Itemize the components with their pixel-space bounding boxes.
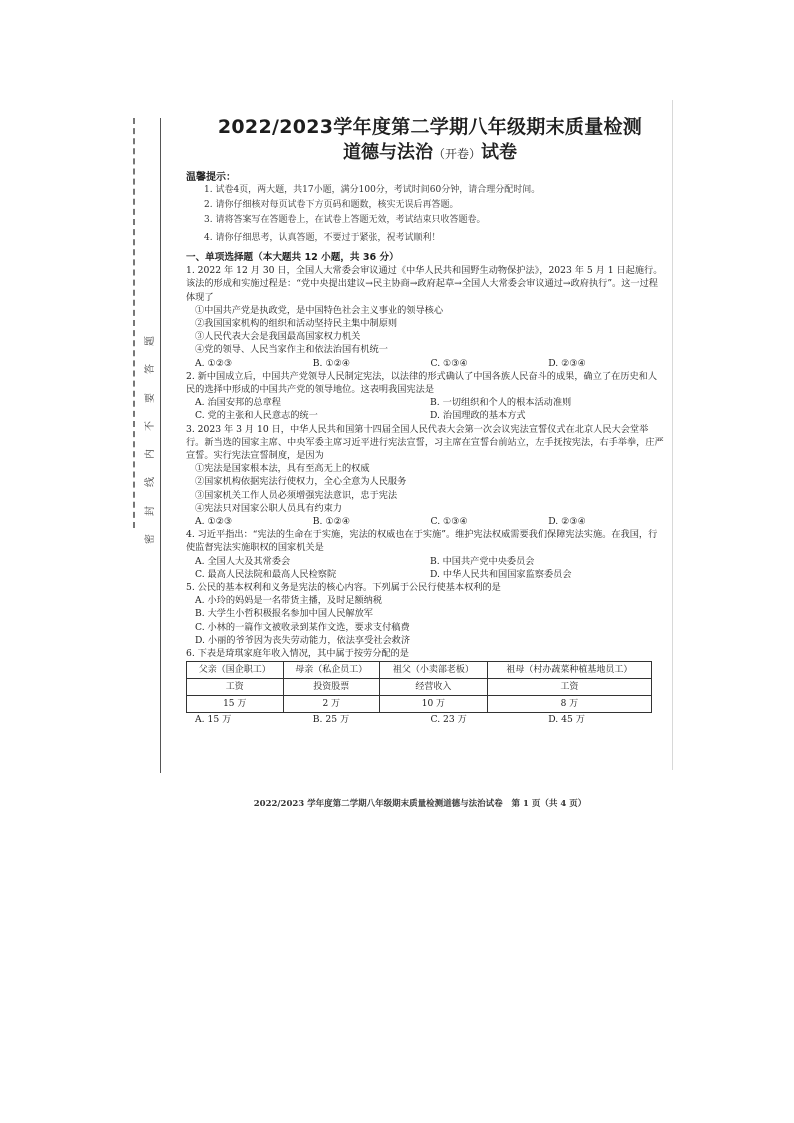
table-header: 母亲（私企员工） bbox=[283, 662, 380, 679]
option-d: D. 小丽的爷爷因为丧失劳动能力，依法享受社会救济 bbox=[195, 634, 411, 646]
binding-char: 答 bbox=[145, 364, 156, 375]
option-a: A. 15 万 bbox=[195, 714, 232, 726]
option-c: C. 最高人民法院和最高人民检察院 bbox=[195, 568, 337, 580]
question-stem: 6. 下表是琦琪家庭年收入情况，其中属于按劳分配的是 bbox=[186, 648, 409, 660]
table-header: 祖母（村办蔬菜种植基地员工） bbox=[487, 662, 651, 679]
option-c: C. 党的主张和人民意志的统一 bbox=[195, 410, 318, 422]
notice-item: 1. 试卷4页，两大题，共17小题，满分100分，考试时间60分钟，请合理分配时间。 bbox=[204, 185, 541, 195]
binding-margin-text bbox=[144, 335, 158, 545]
table-cell: 15 万 bbox=[187, 696, 284, 713]
binding-char: 不 bbox=[145, 420, 156, 431]
section-heading: 一、单项选择题（本大题共 12 小题，共 36 分） bbox=[186, 252, 399, 263]
question-stem: 2. 新中国成立后，中国共产党领导人民制定宪法，以法律的形式确认了中国各族人民奋斗的成果，确立了在历史和人民的选择中形成的中国共产党的领导地位。这表明我国宪法是 bbox=[186, 370, 658, 396]
binding-char: 密 bbox=[145, 533, 156, 544]
answer-options bbox=[186, 713, 666, 726]
footer-title: 2022/2023 学年度第二学期八年级期末质量检测道德与法治试卷 bbox=[253, 799, 503, 809]
notice-item: 3. 请将答案写在答题卷上，在试卷上答题无效，考试结束只收答题卷。 bbox=[204, 215, 486, 225]
table-cell: 经营收入 bbox=[380, 679, 488, 696]
table-cell: 10 万 bbox=[380, 696, 488, 713]
question-stem: 4. 习近平指出：“宪法的生命在于实施，宪法的权威也在于实施”。维护宪法权威需要我们保障宪法实施。在我国，行使监督宪法实施职权的国家机关是 bbox=[186, 529, 658, 554]
answer-options bbox=[186, 357, 666, 370]
question-stem: 3. 2023 年 3 月 10 日，中华人民共和国第十四届全国人民代表大会第一次会议宪法宣誓仪式在北京人民大会堂举行。新当选的国家主席、中央军委主席习近平进行宪法宣誓，习主席在宣誓台前站立，左手抚按宪法，右手举拳，庄严宣誓。实行宪法宣誓制度，是因为 bbox=[186, 423, 664, 462]
subtitle-end: 试卷 bbox=[481, 142, 517, 163]
statement: ②国家机构依据宪法行使权力，全心全意为人民服务 bbox=[195, 476, 407, 488]
option-a: A. 全国人大及其常委会 bbox=[195, 555, 291, 567]
statement: ③人民代表大会是我国最高国家权力机关 bbox=[195, 331, 361, 343]
notice-item: 2. 请你仔细核对每页试卷下方页码和题数，核实无误后再答题。 bbox=[204, 200, 459, 210]
table-row bbox=[187, 679, 652, 696]
binding-char: 要 bbox=[145, 392, 156, 403]
notice-heading: 温馨提示： bbox=[186, 172, 236, 183]
table-cell: 2 万 bbox=[283, 696, 380, 713]
question-stem: 1. 2022 年 12 月 30 日，全国人大常委会审议通过《中华人民共和国野生动物保护法》，2023 年 5 月 1 日起施行。该法的形成和实施过程是：“党中央提出建议→民主协商→政府起草→全国人大常委会审议通过→政府执行”。这一过程体现了 bbox=[186, 265, 663, 303]
option-b: B. 大学生小哲积极报名参加中国人民解放军 bbox=[195, 608, 373, 620]
option-b: B. 一切组织和个人的根本活动准则 bbox=[430, 397, 572, 409]
statement: ④宪法只对国家公职人员具有约束力 bbox=[195, 502, 342, 514]
table-header: 父亲（国企职工） bbox=[187, 662, 284, 679]
option-b: B. ①②④ bbox=[312, 357, 351, 369]
binding-solid-line bbox=[160, 118, 161, 773]
exam-type: （开卷） bbox=[432, 147, 481, 161]
question-6 bbox=[186, 647, 666, 726]
exam-subtitle bbox=[180, 138, 680, 164]
table-header: 祖父（小卖部老板） bbox=[380, 662, 488, 679]
option-c: C. 小林的一篇作文被收录到某作文选，要求支付稿费 bbox=[195, 621, 410, 633]
page-footer bbox=[180, 797, 660, 809]
answer-options bbox=[186, 555, 666, 581]
table-header-row bbox=[187, 662, 652, 679]
statement: ①中国共产党是执政党，是中国特色社会主义事业的领导核心 bbox=[195, 304, 444, 316]
notice-item: 4. 请你仔细思考，认真答题，不要过于紧张，祝考试顺利！ bbox=[204, 233, 441, 243]
option-c: C. ①③④ bbox=[430, 516, 468, 528]
option-c: C. ①③④ bbox=[430, 357, 468, 369]
option-c: C. 23 万 bbox=[430, 714, 467, 726]
exam-title: 2022/2023学年度第二学期八年级期末质量检测 bbox=[217, 116, 643, 138]
option-a: A. ①②③ bbox=[195, 516, 233, 528]
option-d: D. ②③④ bbox=[548, 516, 586, 528]
subject-name: 道德与法治 bbox=[342, 142, 433, 163]
option-a: A. 治国安邦的总章程 bbox=[195, 397, 281, 409]
option-d: D. 45 万 bbox=[548, 714, 585, 726]
table-row bbox=[187, 696, 652, 713]
question-4 bbox=[186, 528, 666, 581]
statement: ①宪法是国家根本法，具有至高无上的权威 bbox=[195, 463, 370, 475]
option-b: B. ①②④ bbox=[312, 516, 351, 528]
option-a: A. 小玲的妈妈是一名带货主播，及时足额纳税 bbox=[195, 595, 383, 607]
option-a: A. ①②③ bbox=[195, 357, 233, 369]
question-1 bbox=[186, 264, 666, 370]
option-b: B. 中国共产党中央委员会 bbox=[430, 555, 535, 567]
income-table bbox=[186, 661, 652, 713]
binding-dashed-line bbox=[133, 118, 135, 528]
table-cell: 8 万 bbox=[487, 696, 651, 713]
page-right-edge bbox=[672, 100, 673, 770]
binding-char: 封 bbox=[145, 505, 156, 516]
answer-options bbox=[186, 515, 666, 528]
option-d: D. ②③④ bbox=[548, 357, 586, 369]
binding-char: 线 bbox=[145, 477, 156, 488]
binding-char: 题 bbox=[145, 336, 156, 346]
question-3 bbox=[186, 423, 666, 529]
option-d: D. 中华人民共和国国家监察委员会 bbox=[430, 568, 572, 580]
option-b: B. 25 万 bbox=[312, 714, 350, 726]
answer-options bbox=[186, 396, 666, 422]
question-stem: 5. 公民的基本权利和义务是宪法的核心内容。下列属于公民行使基本权利的是 bbox=[186, 582, 501, 594]
statement: ②我国国家机构的组织和活动坚持民主集中制原则 bbox=[195, 318, 398, 330]
option-d: D. 治国理政的基本方式 bbox=[430, 410, 526, 422]
table-cell: 投资股票 bbox=[283, 679, 380, 696]
table-cell: 工资 bbox=[187, 679, 284, 696]
question-content bbox=[186, 251, 666, 727]
table-cell: 工资 bbox=[487, 679, 651, 696]
question-2 bbox=[186, 370, 666, 423]
statement: ③国家机关工作人员必须增强宪法意识，忠于宪法 bbox=[195, 489, 398, 501]
statement: ④党的领导、人民当家作主和依法治国有机统一 bbox=[195, 344, 388, 356]
binding-char: 内 bbox=[145, 449, 156, 460]
question-5 bbox=[186, 581, 666, 647]
page-number: 第 1 页（共 4 页） bbox=[511, 799, 587, 809]
